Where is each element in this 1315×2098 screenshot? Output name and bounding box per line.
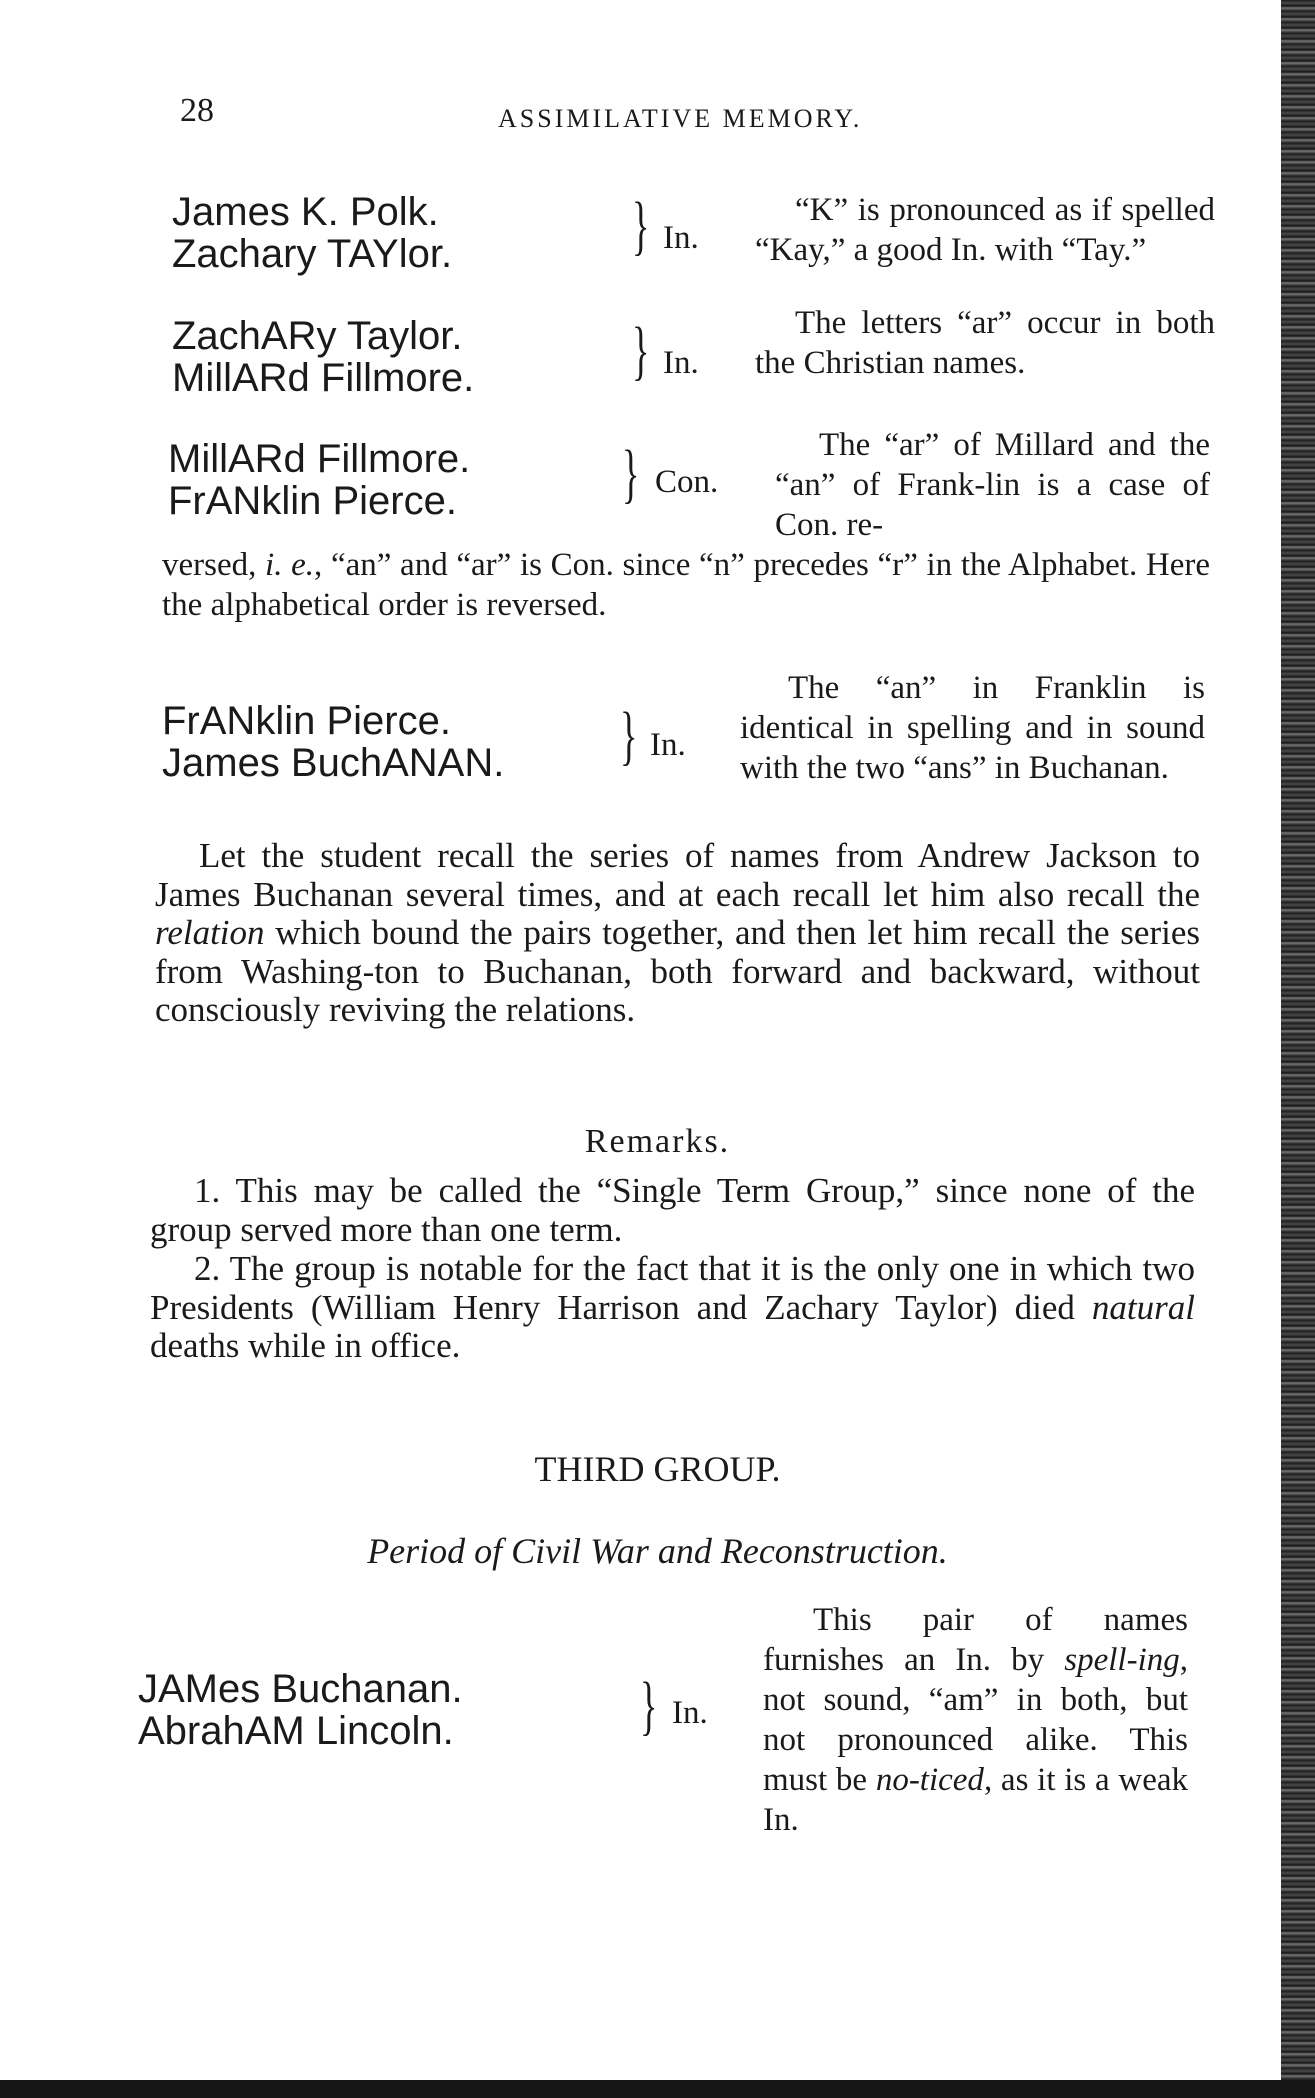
pair-note: “K” is pronounced as if spelled “Kay,” a good In. with “Tay.” <box>755 192 1215 268</box>
relation-label: Con. <box>655 464 719 500</box>
brace: } <box>640 1669 658 1742</box>
relation-label: In. <box>663 220 699 256</box>
name-first: ZachARy Taylor. <box>172 314 463 358</box>
remark-item: 2. The group is notable for the fact that it is the only one in which two Presidents (William Henry Harrison and Zachary Taylor) died natural deaths while in office. <box>150 1249 1195 1365</box>
bottom-border <box>0 2080 1315 2098</box>
brace: } <box>622 437 640 510</box>
relation-label: In. <box>672 1695 708 1731</box>
section-heading: THIRD GROUP. <box>534 1449 781 1489</box>
pair-note-continued: versed, i. e., “an” and “ar” is Con. since “n” precedes “r” in the Alphabet. Here the alphabetical order is reversed. <box>162 547 1210 623</box>
name-first: JAMes Buchanan. <box>138 1667 463 1711</box>
pair-names <box>172 191 452 275</box>
brace: } <box>620 699 638 772</box>
pair-note: The “ar” of Millard and the “an” of Frank-lin is a case of Con. re- <box>775 427 1210 543</box>
pair-note: This pair of names furnishes an In. by spell-ing, not sound, “am” in both, but not pronounced alike. This must be no-ticed, as it is a weak In. <box>763 1602 1189 1838</box>
name-second: Zachary TAYlor. <box>172 232 453 276</box>
remark-item: 1. This may be called the “Single Term Group,” since none of the group served more than one term. <box>150 1171 1196 1249</box>
relation-label: In. <box>650 727 686 763</box>
page-number: 28 <box>180 92 214 129</box>
name-second: MillARd Fillmore. <box>172 356 475 400</box>
page-edge <box>1281 0 1315 2098</box>
name-first: James K. Polk. <box>172 190 439 234</box>
pair-names <box>162 700 504 784</box>
brace: } <box>632 314 650 387</box>
pair-note: The “an” in Franklin is identical in spelling and in sound with the two “ans” in Buchanan. <box>740 670 1205 786</box>
section-subheading: Period of Civil War and Reconstruction. <box>367 1531 948 1571</box>
name-first: FrANklin Pierce. <box>162 699 451 743</box>
name-second: James BuchANAN. <box>162 741 505 785</box>
body-paragraph: Let the student recall the series of names from Andrew Jackson to James Buchanan several times, and at each recall let him also recall the relation which bound the pairs together, and then let him recall the series from Washing-ton to Buchanan, both forward and backward, without consciously reviving the relations. <box>155 836 1200 1029</box>
remarks-heading: Remarks. <box>584 1123 731 1160</box>
running-title: ASSIMILATIVE MEMORY. <box>498 104 863 133</box>
pair-names <box>168 438 470 522</box>
pair-names <box>138 1668 463 1752</box>
name-second: FrANklin Pierce. <box>168 479 457 523</box>
name-first: MillARd Fillmore. <box>168 437 471 481</box>
pair-note: The letters “ar” occur in both the Christian names. <box>755 305 1215 381</box>
pair-names <box>172 315 474 399</box>
relation-label: In. <box>663 345 699 381</box>
brace: } <box>632 189 650 262</box>
name-second: AbrahAM Lincoln. <box>138 1709 454 1753</box>
